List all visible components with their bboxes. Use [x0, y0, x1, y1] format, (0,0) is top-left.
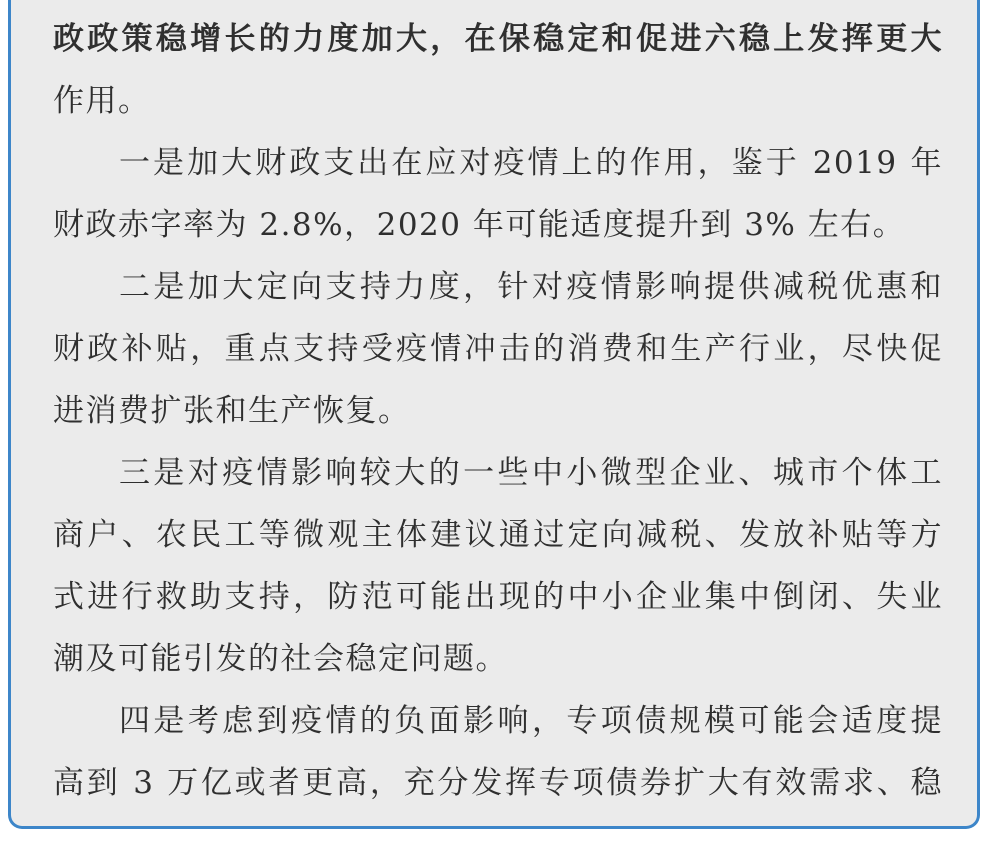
body-text — [53, 8, 943, 814]
text-line: 政政策稳增长的力度加大，在保稳定和促进六稳上发挥更大 — [53, 21, 943, 57]
paragraph-first-line: 四是考虑到疫情的负面影响，专项债规模可能会适度提 — [119, 703, 943, 739]
paragraph-first-line: 三是对疫情影响较大的一些中小微型企业、城市个体工 — [119, 455, 943, 491]
text-line: 进消费扩张和生产恢复。 — [53, 393, 411, 429]
text-line: 作用。 — [53, 83, 151, 119]
paragraph-first-line: 一是加大财政支出在应对疫情上的作用，鉴于 2019 年 — [119, 145, 943, 181]
text-line: 财政补贴，重点支持受疫情冲击的消费和生产行业，尽快促 — [53, 331, 943, 367]
text-line: 商户、农民工等微观主体建议通过定向减税、发放补贴等方 — [53, 517, 943, 553]
text-line: 式进行救助支持，防范可能出现的中小企业集中倒闭、失业 — [53, 579, 943, 615]
scanned-book-page — [8, 0, 980, 829]
text-line: 潮及可能引发的社会稳定问题。 — [53, 641, 508, 677]
paragraph-first-line: 二是加大定向支持力度，针对疫情影响提供减税优惠和 — [119, 269, 943, 305]
text-line: 高到 3 万亿或者更高，充分发挥专项债券扩大有效需求、稳 — [53, 765, 943, 801]
text-line: 财政赤字率为 2.8%，2020 年可能适度提升到 3% 左右。 — [53, 207, 906, 243]
